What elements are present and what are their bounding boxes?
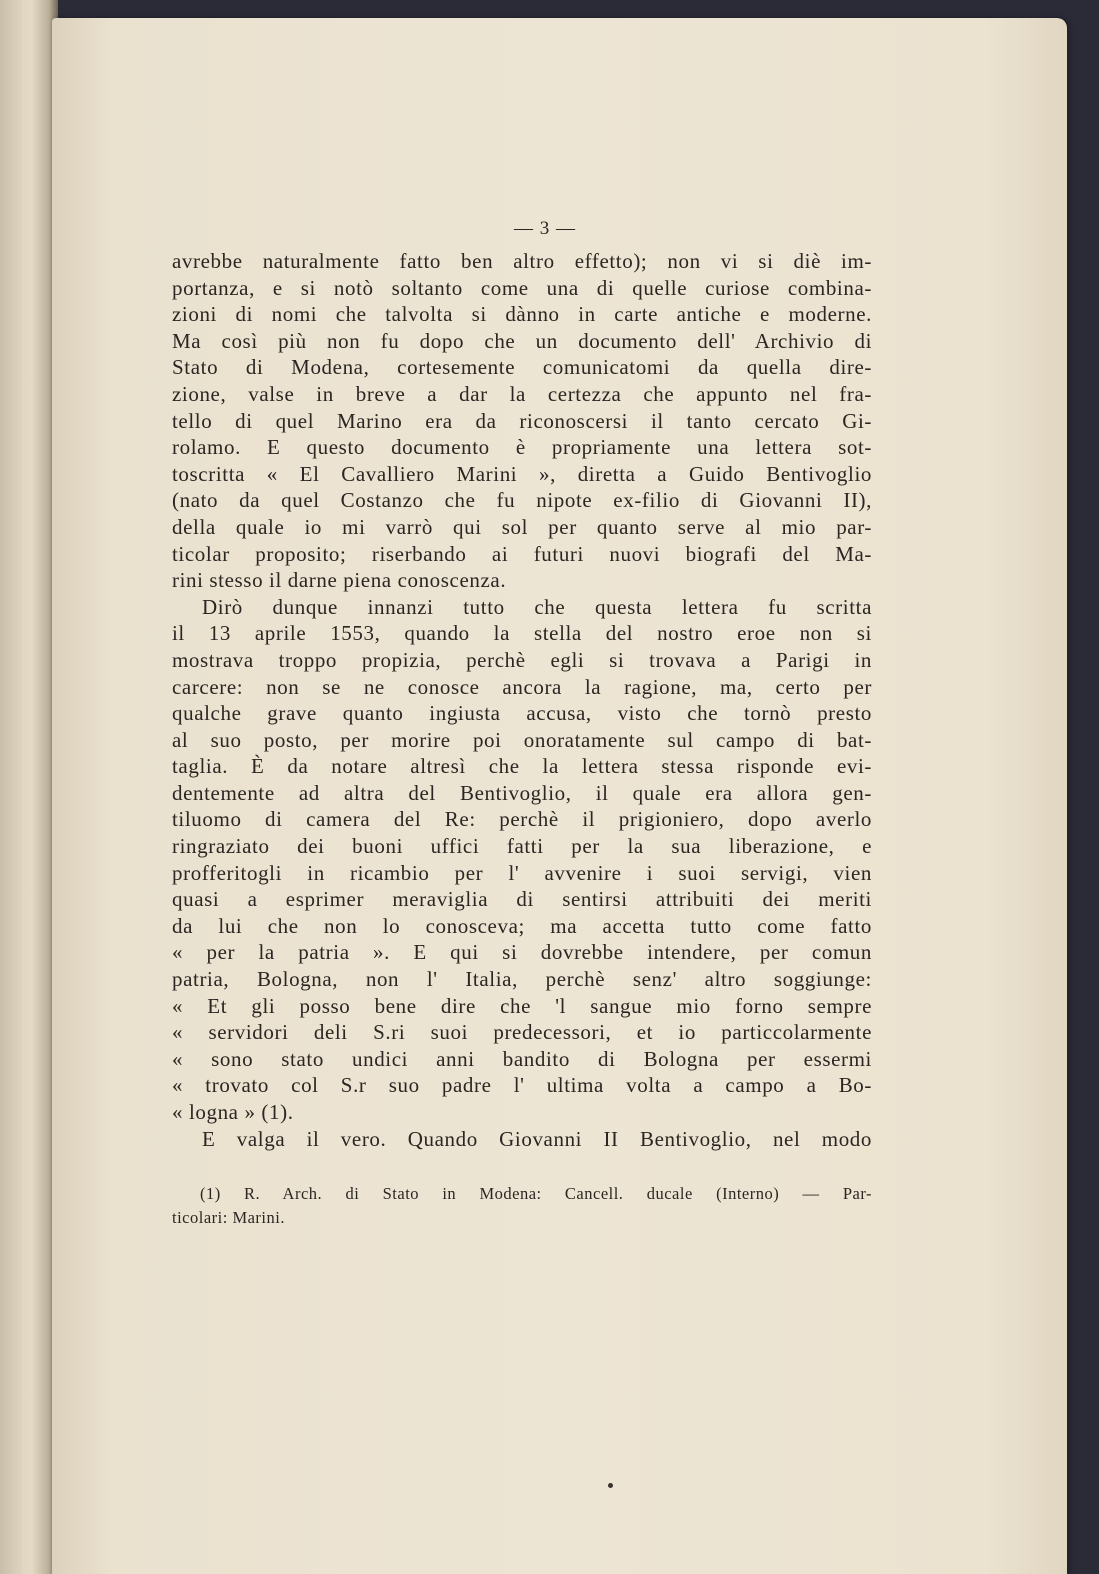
body-line: « sono stato undici anni bandito di Bologna per essermi [172,1046,872,1071]
body-line: E valga il vero. Quando Giovanni II Bentivoglio, nel modo [202,1126,872,1151]
body-line: da lui che non lo conosceva; ma accetta tutto come fatto [172,913,872,938]
body-line: « Et gli posso bene dire che 'l sangue mio forno sempre [172,993,872,1018]
body-line: della quale io mi varrò qui sol per quanto serve al mio par- [172,514,872,539]
body-line: rini stesso il darne piena conoscenza. [172,568,507,593]
body-line: dentemente ad altra del Bentivoglio, il quale era allora gen- [172,780,872,805]
body-line: carcere: non se ne conosce ancora la ragione, ma, certo per [172,674,872,699]
page-sheet [52,18,1067,1574]
body-line: Ma così più non fu dopo che un documento dell' Archivio di [172,328,872,353]
body-line: profferitogli in ricambio per l' avvenire i suoi servigi, vien [172,860,872,885]
body-line: avrebbe naturalmente fatto ben altro effetto); non vi si diè im- [172,249,872,273]
body-line: portanza, e si notò soltanto come una di quelle curiose combina- [172,275,872,300]
body-line: ticolar proposito; riserbando ai futuri nuovi biografi del Ma- [172,541,872,566]
body-line: Dirò dunque innanzi tutto che questa lettera fu scritta [202,594,872,619]
paper-speck [608,1483,613,1488]
body-line: toscritta « El Cavalliero Marini », diretta a Guido Bentivoglio [172,461,872,486]
body-line: zione, valse in breve a dar la certezza che appunto nel fra- [172,381,872,406]
body-line: ringraziato dei buoni uffici fatti per la sua liberazione, e [172,834,872,859]
body-line: taglia. È da notare altresì che la lettera stessa risponde evi- [172,754,872,779]
body-line: mostrava troppo propizia, perchè egli si trovava a Parigi in [172,647,872,672]
body-line: qualche grave quanto ingiusta accusa, visto che tornò presto [172,701,872,726]
body-line: al suo posto, per morire poi onoratamente sul campo di bat- [172,727,872,752]
body-line: « logna » (1). [172,1100,294,1124]
body-line: il 13 aprile 1553, quando la stella del nostro eroe non si [172,621,872,646]
page-text [172,248,872,1230]
body-line: « per la patria ». E qui si dovrebbe intendere, per comun [172,940,872,965]
body-line: « servidori deli S.ri suoi predecessori, et io particcolarmente [172,1020,872,1045]
footnote-spacer [172,1152,872,1182]
body-line: Stato di Modena, cortesemente comunicatomi da quella dire- [172,355,872,380]
body-line: (nato da quel Costanzo che fu nipote ex-filio di Giovanni II), [172,488,872,513]
page-number: — 3 — [514,218,576,239]
body-line: quasi a esprimer meraviglia di sentirsi attribuiti dei meriti [172,887,872,912]
footnote-line: ticolari: Marini. [172,1208,285,1228]
left-page-strip [0,0,22,1574]
body-line: patria, Bologna, non l' Italia, perchè senz' altro soggiunge: [172,967,872,992]
body-line: rolamo. E questo documento è propriamente una lettera sot- [172,435,872,460]
body-line: zioni di nomi che talvolta si dànno in carte antiche e moderne. [172,302,872,327]
body-line: tiluomo di camera del Re: perchè il prigioniero, dopo averlo [172,807,872,832]
footnote-line: (1) R. Arch. di Stato in Modena: Cancell. ducale (Interno) — Par- [200,1184,872,1204]
left-facing-page-edge [0,0,58,1574]
body-line: tello di quel Marino era da riconoscersi il tanto cercato Gi- [172,408,872,433]
body-line: « trovato col S.r suo padre l' ultima volta a campo a Bo- [172,1073,872,1098]
